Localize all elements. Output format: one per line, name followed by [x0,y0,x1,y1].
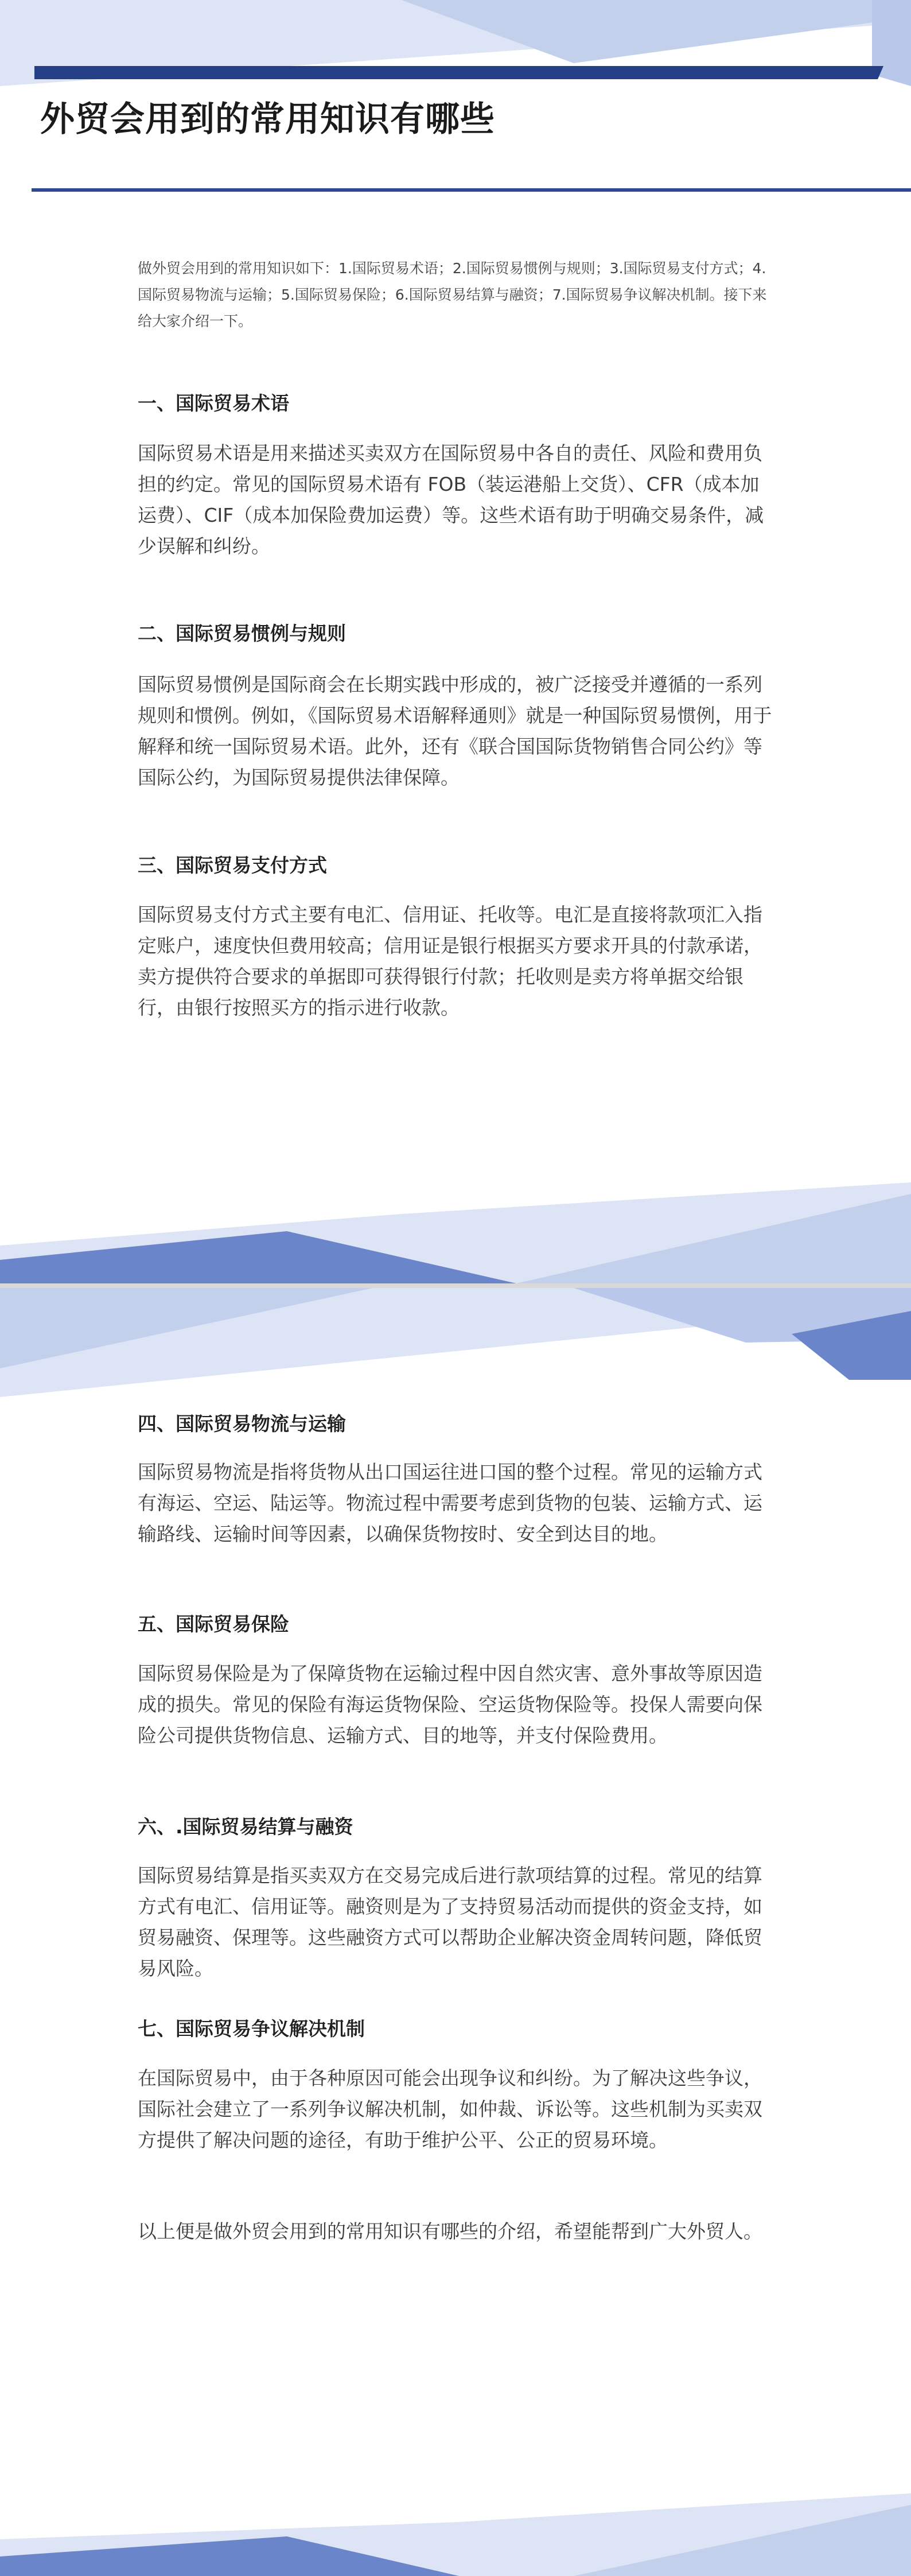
section-heading-7: 七、国际贸易争议解决机制 [138,2018,365,2040]
page-2 [0,1288,911,2576]
section-body-6: 国际贸易结算是指买卖双方在交易完成后进行款项结算的过程。常见的结算方式有电汇、信用证等。融资则是为了支持贸易活动而提供的资金支持，如贸易融资、保理等。这些融资方式可以帮助企业解决资金周转问题，降低贸易风险。 [138,1864,762,1980]
title-divider [32,188,911,192]
section-body-3: 国际贸易支付方式主要有电汇、信用证、托收等。电汇是直接将款项汇入指定账户，速度快但费用较高；信用证是银行根据买方要求开具的付款承诺，卖方提供符合要求的单据即可获得银行付款；托收则是卖方将单据交给银行，由银行按照买方的指示进行收款。 [138,903,762,1019]
section-body-7: 在国际贸易中，由于各种原因可能会出现争议和纠纷。为了解决这些争议，国际社会建立了一系列争议解决机制，如仲裁、诉讼等。这些机制为买卖双方提供了解决问题的途径，有助于维护公平、公正的贸易环境。 [138,2067,762,2151]
section-heading-3: 三、国际贸易支付方式 [138,854,327,876]
section-body-5: 国际贸易保险是为了保障货物在运输过程中因自然灾害、意外事故等原因造成的损失。常见的保险有海运货物保险、空运货物保险等。投保人需要向保险公司提供货物信息、运输方式、目的地等，并支付保险费用。 [138,1662,762,1747]
section-heading-1: 一、国际贸易术语 [138,392,289,414]
section-body-2: 国际贸易惯例是国际商会在长期实践中形成的，被广泛接受并遵循的一系列规则和惯例。例如，《国际贸易术语解释通则》就是一种国际贸易惯例，用于解释和统一国际贸易术语。此外，还有《联合国国际货物销售合同公约》等国际公约，为国际贸易提供法律保障。 [138,673,772,789]
section-heading-5: 五、国际贸易保险 [138,1613,289,1635]
page-title: 外贸会用到的常用知识有哪些 [40,99,495,139]
intro-paragraph: 做外贸会用到的常用知识如下：1.国际贸易术语；2.国际贸易惯例与规则；3.国际贸易支付方式；4.国际贸易物流与运输；5.国际贸易保险；6.国际贸易结算与融资；7.国际贸易争议解决机制。接下来给大家介绍一下。 [138,260,767,329]
page-1-decoration [0,0,911,1283]
section-body-1: 国际贸易术语是用来描述买卖双方在国际贸易中各自的责任、风险和费用负担的约定。常见的国际贸易术语有 FOB（装运港船上交货）、CFR（成本加运费）、CIF（成本加保险费加运费）等。这些术语有助于明确交易条件，减少误解和纠纷。 [138,442,764,557]
page-1 [0,0,911,1283]
section-heading-6: 六、.国际贸易结算与融资 [138,1815,353,1838]
closing-paragraph: 以上便是做外贸会用到的常用知识有哪些的介绍，希望能帮到广大外贸人。 [138,2220,762,2243]
section-heading-2: 二、国际贸易惯例与规则 [138,622,346,645]
section-body-4: 国际贸易物流是指将货物从出口国运往进口国的整个过程。常见的运输方式有海运、空运、陆运等。物流过程中需要考虑到货物的包装、运输方式、运输路线、运输时间等因素，以确保货物按时、安全到达目的地。 [138,1461,762,1545]
section-heading-4: 四、国际贸易物流与运输 [138,1413,346,1435]
page-gap [0,1283,911,1288]
